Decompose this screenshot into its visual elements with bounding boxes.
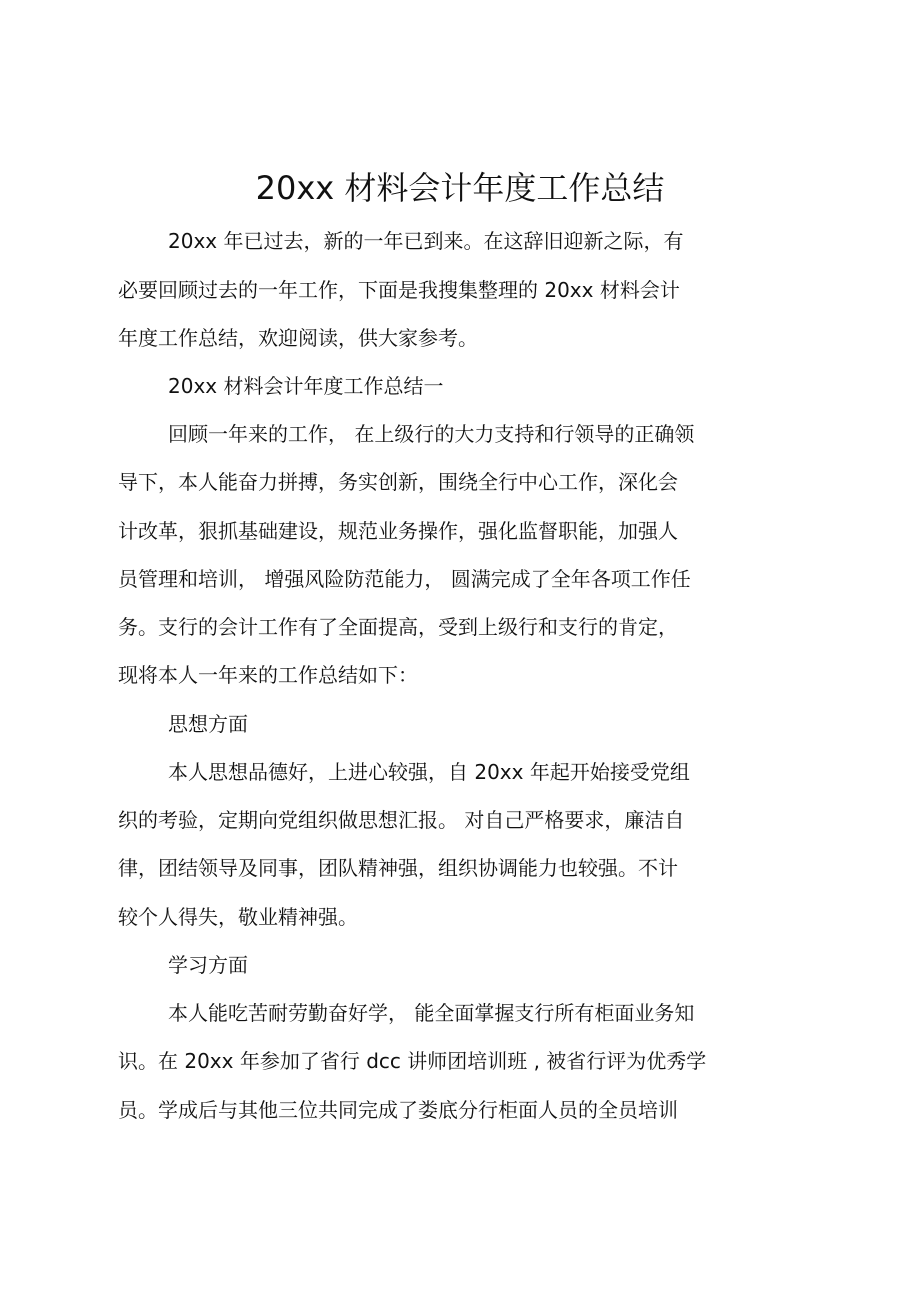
paragraph-line: 回顾一年来的工作， 在上级行的大力支持和行领导的正确领 bbox=[168, 422, 695, 446]
document-title: 20xx 材料会计年度工作总结 bbox=[255, 169, 665, 207]
paragraph-line: 本人能吃苦耐劳勤奋好学， 能全面掌握支行所有柜面业务知 bbox=[168, 1001, 695, 1025]
section-heading: 20xx 材料会计年度工作总结一 bbox=[168, 374, 444, 398]
paragraph-line: 律，团结领导及同事，团队精神强，组织协调能力也较强。不计 bbox=[118, 856, 678, 880]
paragraph-line: 导下，本人能奋力拼搏，务实创新，围绕全行中心工作，深化会 bbox=[118, 470, 678, 494]
paragraph-line: 计改革，狠抓基础建设，规范业务操作，强化监督职能，加强人 bbox=[118, 519, 678, 543]
paragraph-line: 员。学成后与其他三位共同完成了娄底分行柜面人员的全员培训 bbox=[118, 1098, 678, 1122]
paragraph-line: 年度工作总结，欢迎阅读，供大家参考。 bbox=[118, 326, 478, 350]
section-heading: 思想方面 bbox=[168, 712, 248, 736]
paragraph-line: 织的考验，定期向党组织做思想汇报。 对自己严格要求，廉洁自 bbox=[118, 808, 685, 832]
paragraph-line: 务。支行的会计工作有了全面提高，受到上级行和支行的肯定， bbox=[118, 615, 678, 639]
paragraph-line: 本人思想品德好，上进心较强，自 20xx 年起开始接受党组 bbox=[168, 760, 690, 784]
paragraph-line: 较个人得失，敬业精神强。 bbox=[118, 905, 358, 929]
paragraph-line: 20xx 年已过去，新的一年已到来。在这辞旧迎新之际，有 bbox=[168, 229, 684, 253]
paragraph-line: 员管理和培训， 增强风险防范能力， 圆满完成了全年各项工作任 bbox=[118, 567, 691, 591]
paragraph-line: 必要回顾过去的一年工作，下面是我搜集整理的 20xx 材料会计 bbox=[118, 278, 680, 302]
paragraph-line: 现将本人一年来的工作总结如下： bbox=[118, 663, 418, 687]
section-heading: 学习方面 bbox=[168, 953, 248, 977]
paragraph-line: 识。在 20xx 年参加了省行 dcc 讲师团培训班 , 被省行评为优秀学 bbox=[118, 1049, 707, 1073]
